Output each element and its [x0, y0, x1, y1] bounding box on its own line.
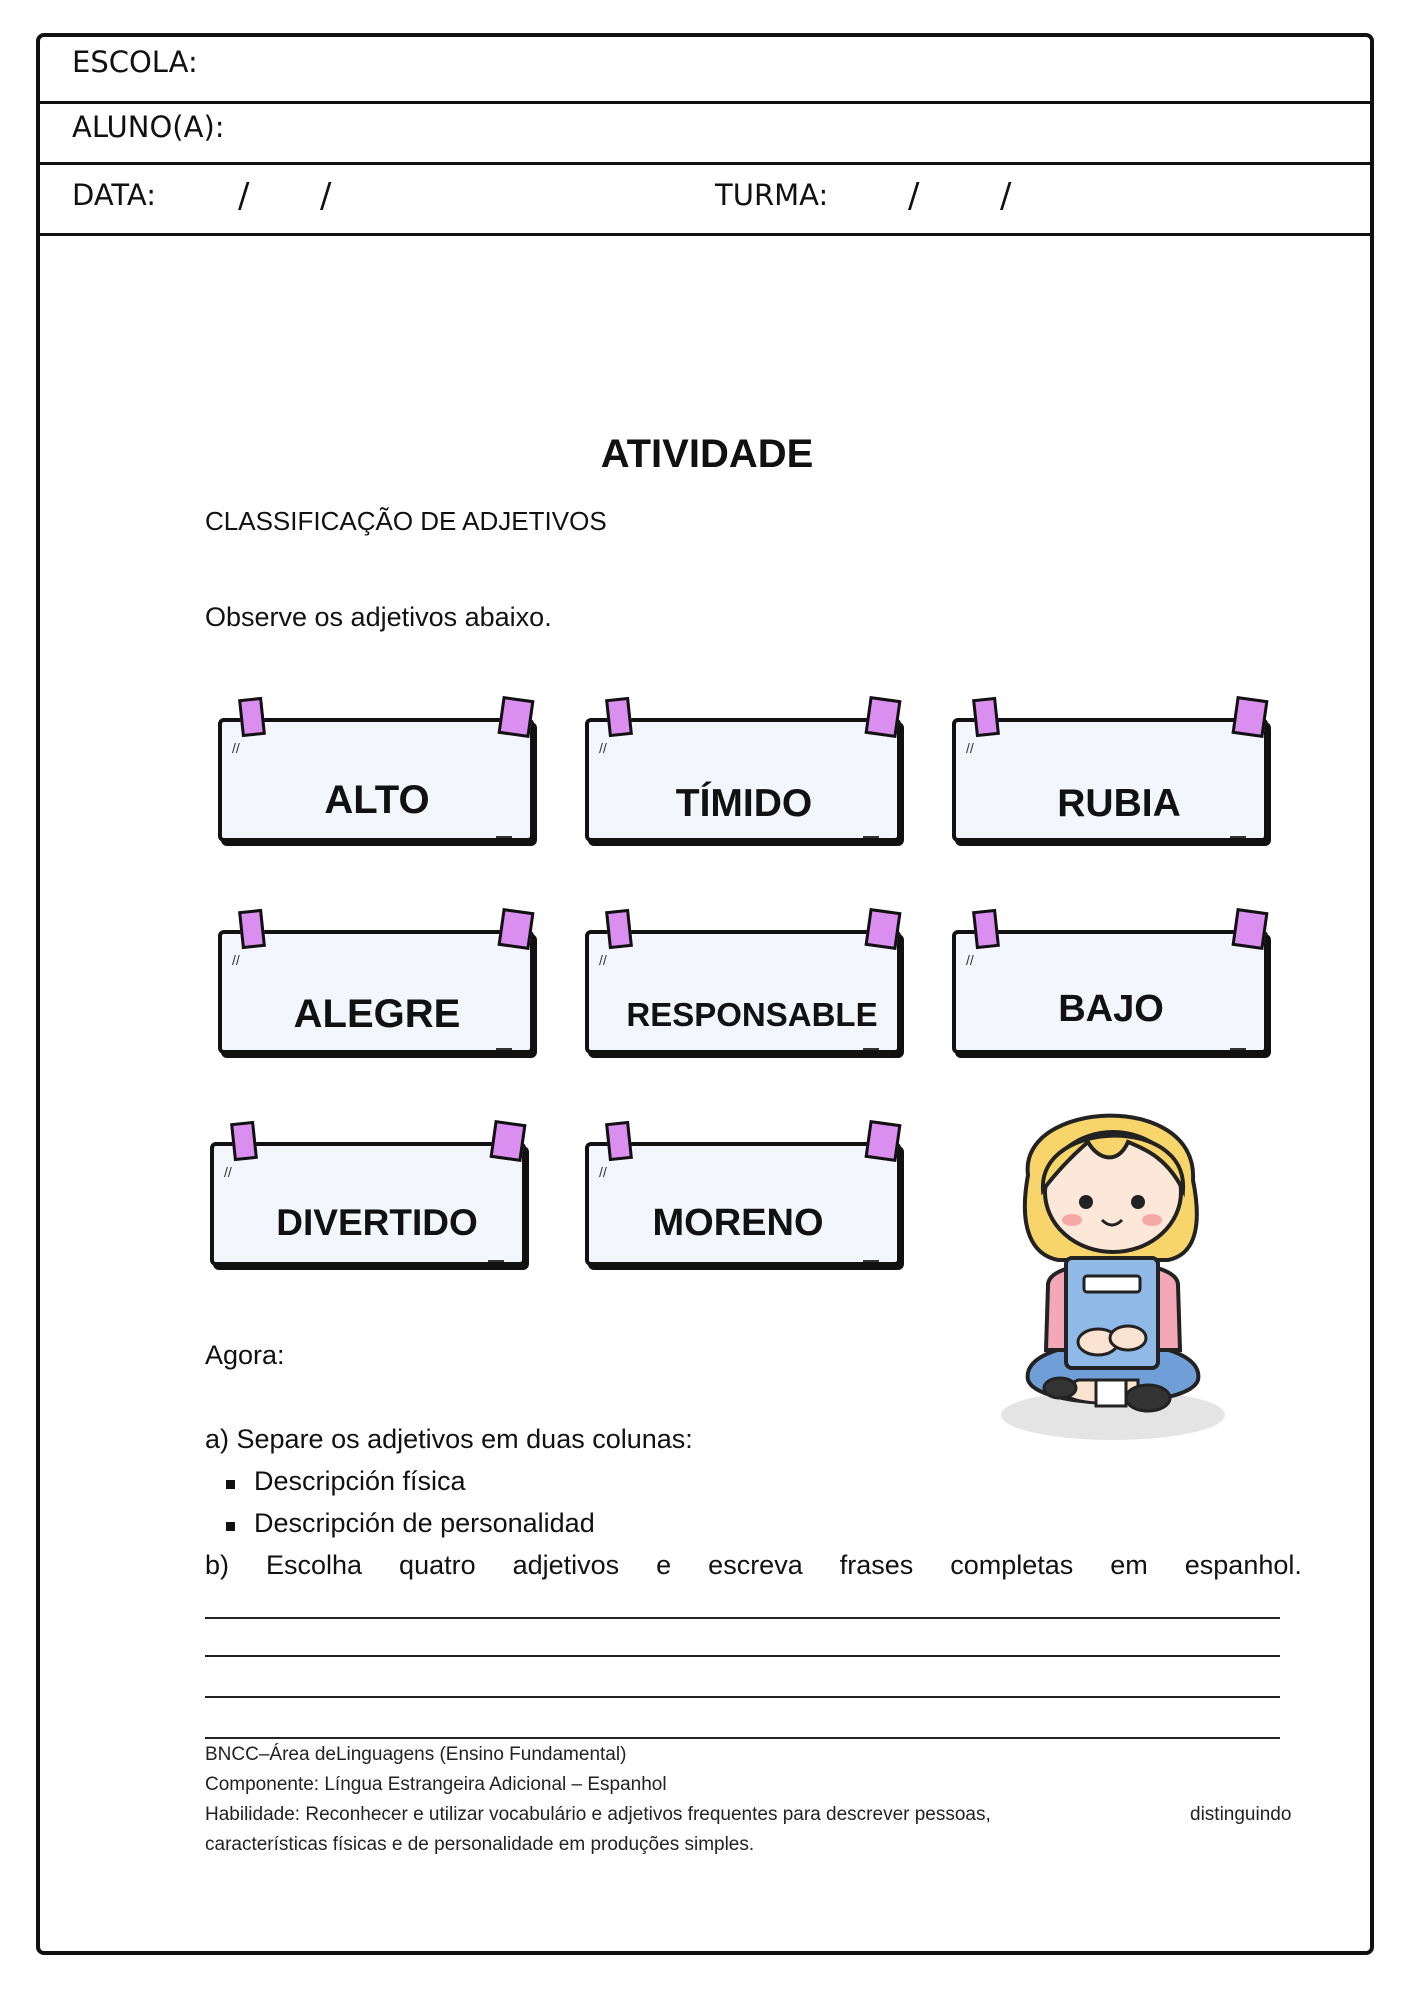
task-b-word: quatro — [399, 1550, 476, 1580]
task-a-item: Descripción física — [254, 1466, 466, 1496]
date-label: DATA: — [72, 178, 156, 212]
tape-icon — [498, 696, 535, 738]
activity-title: ATIVIDADE — [600, 432, 814, 476]
scribble-mark — [496, 1048, 512, 1050]
date-slash: / — [320, 176, 332, 216]
bullet-icon — [226, 1480, 235, 1489]
adjective-card — [579, 698, 909, 848]
scribble-mark: // — [232, 952, 240, 968]
class-label: TURMA: — [715, 178, 829, 212]
task-b-word: completas — [950, 1550, 1074, 1580]
task-b-word: espanhol. — [1184, 1550, 1302, 1580]
writing-line[interactable] — [205, 1696, 1280, 1698]
scribble-mark — [863, 1048, 879, 1050]
scribble-mark — [488, 1260, 504, 1262]
adjective-word: RUBIA — [1057, 782, 1181, 825]
tape-icon — [498, 908, 535, 950]
tape-icon — [490, 1120, 527, 1162]
adjective-word: TÍMIDO — [675, 782, 813, 825]
scribble-mark: // — [966, 740, 974, 756]
adjective-word: ALTO — [324, 778, 430, 822]
scribble-mark: // — [966, 952, 974, 968]
adjective-card — [212, 910, 542, 1060]
task-b-word: b) — [205, 1550, 230, 1580]
header-divider — [36, 101, 1374, 104]
scribble-mark — [1230, 836, 1246, 838]
scribble-mark: // — [224, 1164, 232, 1180]
tape-icon — [238, 697, 266, 737]
task-a-item: Descripción de personalidad — [254, 1508, 595, 1538]
writing-line[interactable] — [205, 1617, 1280, 1619]
adjective-card — [579, 910, 909, 1060]
activity-subtitle: CLASSIFICAÇÃO DE ADJETIVOS — [205, 506, 607, 536]
adjective-word: DIVERTIDO — [276, 1202, 478, 1243]
tape-icon — [605, 909, 633, 949]
adjective-word: RESPONSABLE — [626, 996, 878, 1033]
bullet-icon — [226, 1522, 235, 1531]
writing-line[interactable] — [205, 1655, 1280, 1657]
date-slash: / — [238, 176, 250, 216]
scribble-mark — [863, 1260, 879, 1262]
tape-icon — [230, 1121, 258, 1161]
adjective-card — [946, 910, 1276, 1060]
tape-icon — [865, 696, 902, 738]
tape-icon — [238, 909, 266, 949]
component-line: Componente: Língua Estrangeira Adicional – Espanhol — [205, 1774, 667, 1795]
skill-line: Habilidade: Reconhecer e utilizar vocabulário e adjetivos frequentes para descrever pessoas, — [205, 1804, 991, 1825]
tape-icon — [972, 909, 1000, 949]
adjective-card — [204, 1122, 534, 1272]
tape-icon — [1232, 908, 1269, 950]
class-slash: / — [908, 176, 920, 216]
header-divider — [36, 233, 1374, 236]
bncc-line: BNCC–Área deLinguagens (Ensino Fundamental) — [205, 1744, 627, 1765]
scribble-mark — [863, 836, 879, 838]
adjective-word: MORENO — [652, 1202, 824, 1244]
task-b-word: Escolha — [266, 1550, 363, 1580]
task-b-word: frases — [839, 1550, 914, 1580]
tape-icon — [605, 1121, 633, 1161]
class-slash: / — [1000, 176, 1012, 216]
adjective-card — [212, 698, 542, 848]
task-b-word: escreva — [708, 1550, 803, 1580]
tape-icon — [605, 697, 633, 737]
skill-line-end: distinguindo — [1190, 1804, 1292, 1825]
header-divider — [36, 162, 1374, 165]
task-b-word: adjetivos — [512, 1550, 620, 1580]
scribble-mark — [1230, 1048, 1246, 1050]
adjective-card — [946, 698, 1276, 848]
scribble-mark: // — [599, 1164, 607, 1180]
writing-line[interactable] — [205, 1737, 1280, 1739]
tape-icon — [865, 908, 902, 950]
task-a-text: a) Separe os adjetivos em duas colunas: — [205, 1424, 693, 1454]
adjective-word: ALEGRE — [293, 992, 461, 1036]
task-b-word: em — [1110, 1550, 1148, 1580]
tape-icon — [865, 1120, 902, 1162]
tape-icon — [972, 697, 1000, 737]
scribble-mark: // — [232, 740, 240, 756]
girl-with-book-illustration — [988, 1080, 1238, 1450]
scribble-mark: // — [599, 952, 607, 968]
instruction-text: Observe os adjetivos abaixo. — [205, 602, 552, 632]
student-label: ALUNO(A): — [72, 110, 225, 144]
skill-line-2: características físicas e de personalidade em produções simples. — [205, 1834, 755, 1855]
scribble-mark: // — [599, 740, 607, 756]
scribble-mark — [496, 836, 512, 838]
adjective-card — [579, 1122, 909, 1272]
tape-icon — [1232, 696, 1269, 738]
school-label: ESCOLA: — [72, 45, 198, 79]
task-b-word: e — [656, 1550, 672, 1580]
agora-text: Agora: — [205, 1340, 285, 1370]
card-paper — [585, 930, 901, 1054]
adjective-word: BAJO — [1058, 988, 1164, 1030]
task-b-text — [205, 1550, 1302, 1581]
